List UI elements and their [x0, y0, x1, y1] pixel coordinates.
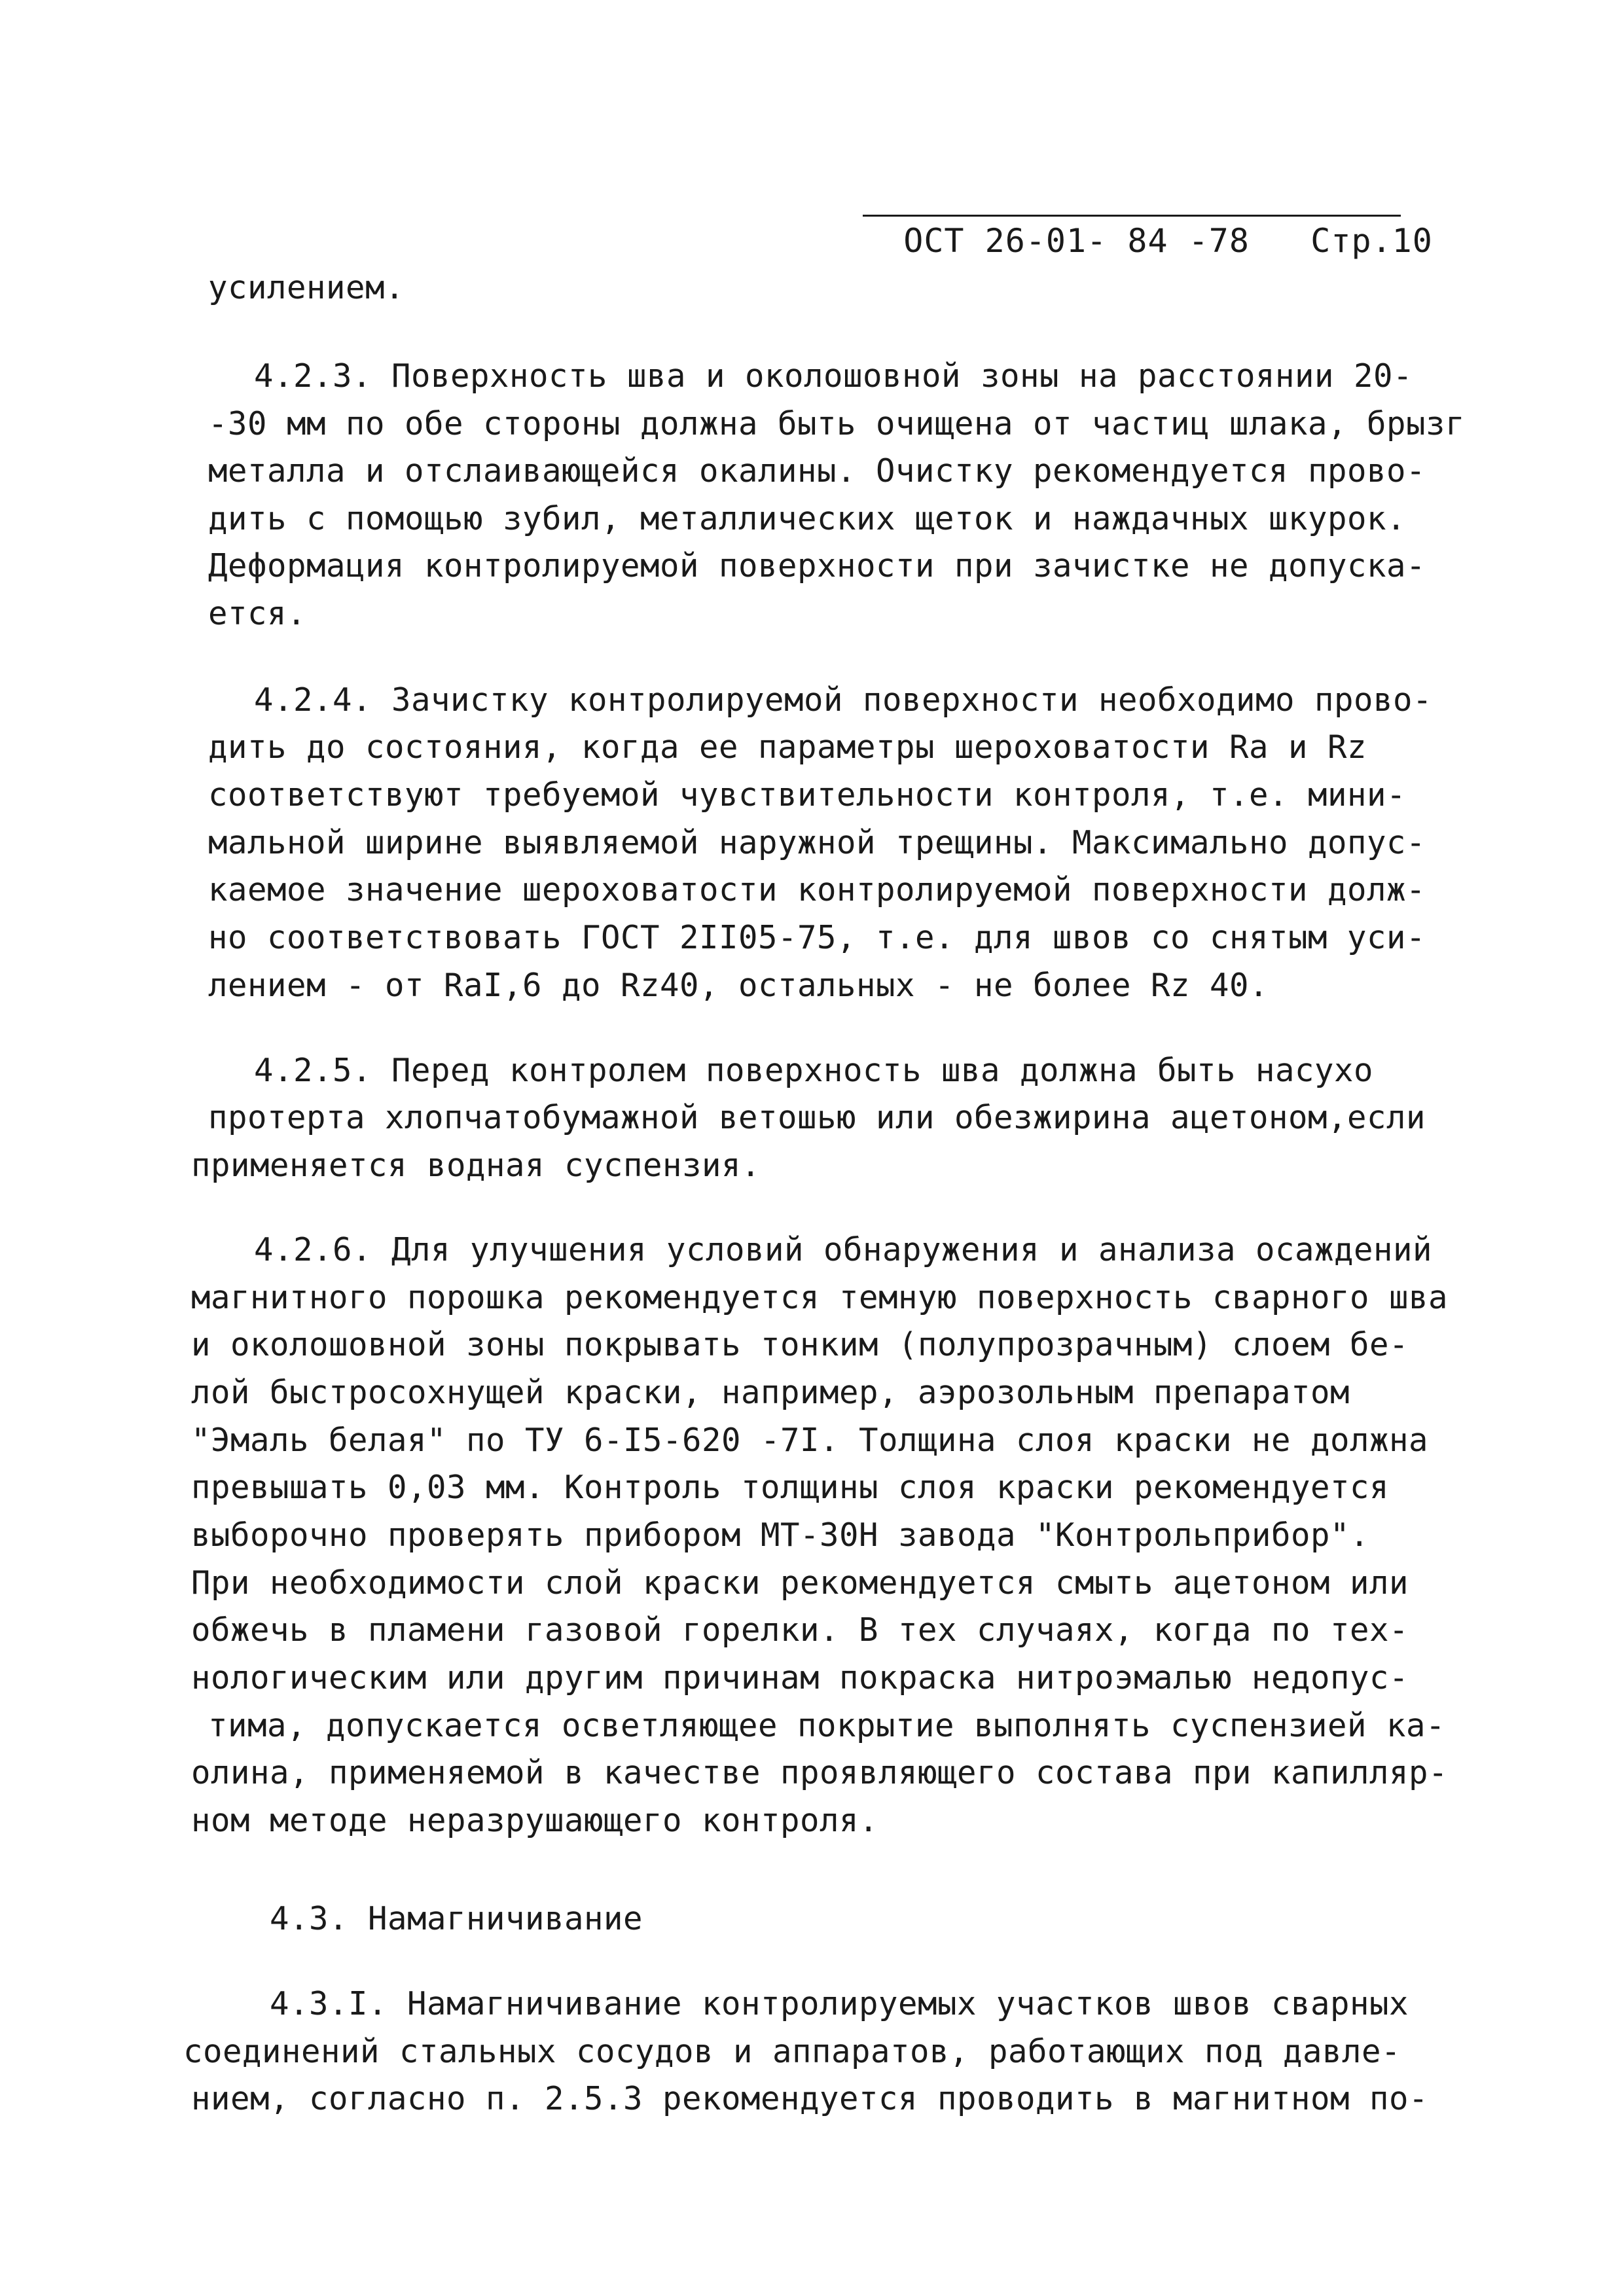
text-line: 4.2.3. Поверхность шва и околошовной зоны на расстоянии 20-	[254, 357, 1413, 395]
text-line: ется.	[208, 595, 307, 632]
text-line: -30 мм по обе стороны должна быть очищена от частиц шлака, брызг	[208, 405, 1466, 442]
text-line: обжечь в пламени газовой горелки. В тех случаях, когда по тех-	[191, 1611, 1409, 1649]
text-line: и околошовной зоны покрывать тонким (полупрозрачным) слоем бе-	[191, 1326, 1409, 1363]
text-line: магнитного порошка рекомендуется темную поверхность сварного шва	[191, 1279, 1449, 1316]
text-line: мальной ширине выявляемой наружной трещины. Максимально допус-	[208, 824, 1426, 861]
text-line: выборочно проверять прибором МТ-30Н завода "Контрольприбор".	[191, 1516, 1370, 1554]
text-line: металла и отслаивающейся окалины. Очистку рекомендуется прово-	[208, 452, 1426, 490]
page-header	[863, 162, 1433, 260]
text-line: соединений стальных сосудов и аппаратов, работающих под давле-	[183, 2033, 1401, 2070]
text-line: но соответствовать ГОСТ 2II05-75, т.е. для швов со снятым уси-	[208, 919, 1426, 956]
text-line: 4.2.6. Для улучшения условий обнаружения и анализа осаждений	[254, 1231, 1433, 1268]
text-line: превышать 0,03 мм. Контроль толщины слоя краски рекомендуется	[191, 1469, 1390, 1506]
text-line: нологическим или другим причинам покраска нитроэмалью недопус-	[191, 1659, 1409, 1696]
text-line: дить с помощью зубил, металлических щеток и наждачных шкурок.	[208, 500, 1407, 537]
document-number: ОСТ 26-01- 84 -78 Стр.10	[903, 222, 1433, 260]
text-line: 4.2.4. Зачистку контролируемой поверхности необходимо прово-	[254, 681, 1433, 719]
text-line: усилением.	[208, 269, 405, 306]
text-line: нием, согласно п. 2.5.3 рекомендуется проводить в магнитном по-	[191, 2080, 1429, 2117]
text-line: При необходимости слой краски рекомендуется смыть ацетоном или	[191, 1564, 1409, 1602]
text-line: "Эмаль белая" по ТУ 6-I5-620 -7I. Толщина слоя краски не должна	[191, 1422, 1429, 1459]
text-line: дить до состояния, когда ее параметры шероховатости Ra и Rz	[208, 728, 1367, 766]
text-line: лой быстросохнущей краски, например, аэрозольным препаратом	[191, 1374, 1350, 1411]
text-line: протерта хлопчатобумажной ветошью или обезжирина ацетоном,если	[208, 1099, 1426, 1136]
text-line: тима, допускается осветляющее покрытие выполнять суспензией ка-	[208, 1707, 1446, 1744]
text-line: лением - от RaI,6 до Rz40, остальных - не более Rz 40.	[208, 967, 1269, 1004]
text-line: применяется водная суспензия.	[191, 1147, 761, 1184]
section-heading: 4.3. Намагничивание	[270, 1900, 643, 1937]
text-line: олина, применяемой в качестве проявляющего состава при капилляр-	[191, 1754, 1449, 1791]
text-line: Деформация контролируемой поверхности при зачистке не допуска-	[208, 547, 1426, 584]
text-line: соответствуют требуемой чувствительности контроля, т.е. мини-	[208, 776, 1407, 814]
text-line: 4.3.I. Намагничивание контролируемых участков швов сварных	[270, 1985, 1409, 2022]
text-line: ном методе неразрушающего контроля.	[191, 1802, 879, 1839]
text-line: 4.2.5. Перед контролем поверхность шва должна быть насухо	[254, 1052, 1374, 1089]
text-line: каемое значение шероховатости контролируемой поверхности долж-	[208, 871, 1426, 908]
